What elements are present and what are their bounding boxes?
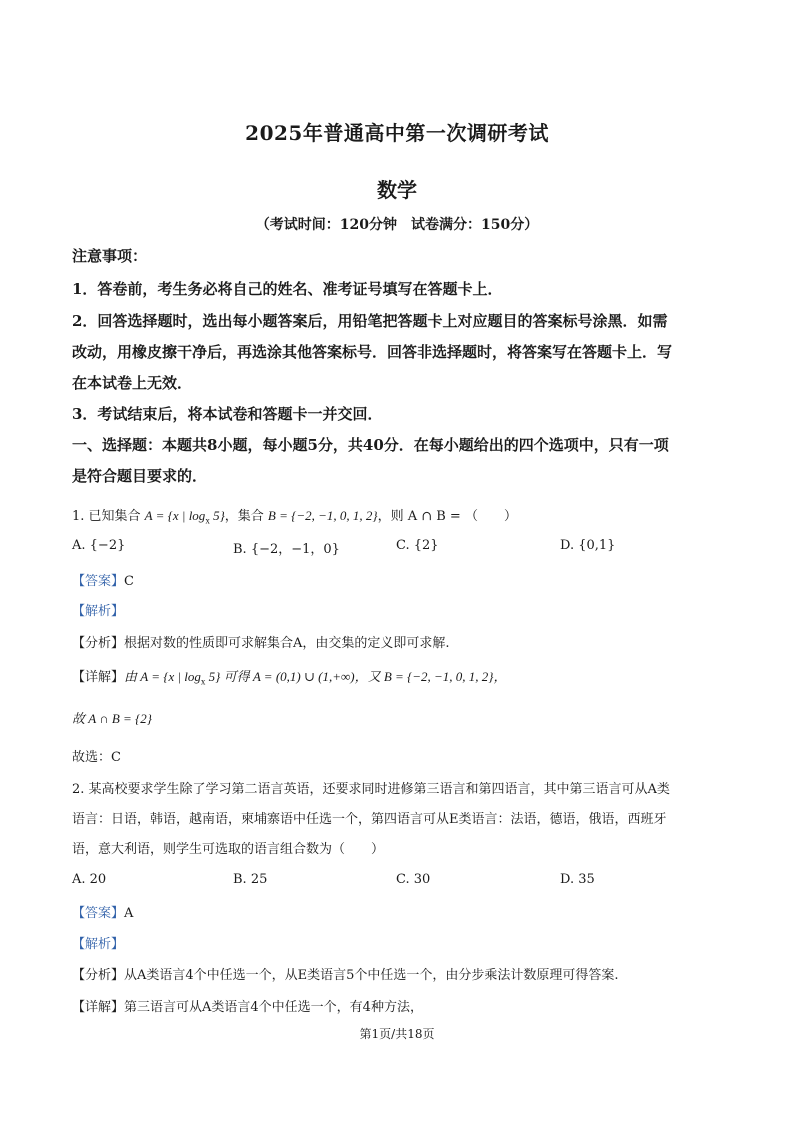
subject-title: 数学 xyxy=(377,178,417,202)
note-item: 在本试卷上无效． xyxy=(72,374,193,392)
page-footer: 第1页/共18页 xyxy=(359,1027,435,1041)
question-1-stem xyxy=(72,505,734,526)
xiangjie-line xyxy=(72,996,734,1015)
math-text: 5} 可得 A = (0,1) ∪ (1,+∞)，又 B = {−2, −1, 0, 1, 2}， xyxy=(205,669,507,684)
fenxi-text: 从A类语言4个中任选一个，从E类语言5个中任选一个，由分步乘法计数原理可得答案. xyxy=(124,968,619,983)
question-text: ，则 A ∩ B = （ ） xyxy=(377,509,517,524)
option-b: B. 25 xyxy=(233,872,268,887)
xiangjie-tag: 【详解】 xyxy=(72,1000,125,1015)
question-2-stem: 2. 某高校要求学生除了学习第二语言英语，还要求同时进修第三语言和第四语言，其中第三语言可从A类 xyxy=(72,782,670,797)
fenxi-tag: 【分析】 xyxy=(72,636,125,651)
note-item: 2．回答选择题时，选出每小题答案后，用铅笔把答题卡上对应题目的答案标号涂黑．如需 xyxy=(72,312,668,330)
fenxi-line xyxy=(72,964,734,983)
math-set-a xyxy=(144,508,225,526)
answer-tag: 【答案】 xyxy=(72,574,125,589)
answer-line xyxy=(72,902,734,921)
analysis-tag: 【解析】 xyxy=(72,604,125,619)
answer-value: A xyxy=(124,906,134,921)
answer-value: C xyxy=(124,574,134,589)
exam-meta: （考试时间：120分钟 试卷满分：150分） xyxy=(255,217,539,233)
option-c: C. 30 xyxy=(396,872,431,887)
note-item: 3．考试结束后，将本试卷和答题卡一并交回． xyxy=(72,405,383,423)
option-d: D. {0,1} xyxy=(560,538,616,553)
option-c: C. {2} xyxy=(396,538,439,553)
option-a: A. {−2} xyxy=(72,538,126,553)
math-text: 由 A = {x | log xyxy=(124,669,201,684)
notes-heading: 注意事项： xyxy=(72,247,148,265)
math-set-b: B = {−2, −1, 0, 1, 2} xyxy=(267,508,378,523)
analysis-tag: 【解析】 xyxy=(72,937,125,952)
fenxi-text: 根据对数的性质即可求解集合A，由交集的定义即可求解. xyxy=(124,636,450,651)
page-title: 2025年普通高中第一次调研考试 xyxy=(245,121,549,145)
xiangjie-line xyxy=(72,666,734,687)
answer-line xyxy=(72,570,734,589)
conclusion-line: 故 A ∩ B = {2} xyxy=(72,711,152,726)
final-answer: 故选：C xyxy=(72,750,121,765)
note-item: 改动，用橡皮擦干净后，再选涂其他答案标号．回答非选择题时，将答案写在答题卡上．写 xyxy=(72,343,673,361)
fenxi-tag: 【分析】 xyxy=(72,968,125,983)
question-text: 1. 已知集合 xyxy=(72,509,145,524)
math-text: A = {x | log xyxy=(144,508,206,523)
math-text: 5} xyxy=(209,508,225,523)
option-d: D. 35 xyxy=(560,872,595,887)
xiangjie-tag: 【详解】 xyxy=(72,670,125,685)
question-2-stem: 语言：日语，韩语，越南语，柬埔寨语中任选一个，第四语言可从E类语言：法语，德语，俄语，西班牙 xyxy=(72,812,667,827)
question-2-stem: 语，意大利语，则学生可选取的语言组合数为（ ） xyxy=(72,842,385,857)
xiangjie-text: 第三语言可从A类语言4个中任选一个，有4种方法， xyxy=(124,1000,423,1015)
section-heading: 是符合题目要求的． xyxy=(72,467,208,485)
math-subscript: x xyxy=(205,515,210,526)
fenxi-line xyxy=(72,632,734,651)
answer-tag: 【答案】 xyxy=(72,906,125,921)
question-text: ，集合 xyxy=(224,509,268,524)
note-item: 1．答卷前，考生务必将自己的姓名、准考证号填写在答题卡上． xyxy=(72,280,503,298)
option-b: B. {−2，−1，0} xyxy=(233,542,340,557)
option-a: A. 20 xyxy=(72,872,107,887)
section-heading: 一、选择题：本题共8小题，每小题5分，共40分．在每小题给出的四个选项中，只有一项 xyxy=(72,436,669,454)
math-subscript: x xyxy=(200,676,206,687)
